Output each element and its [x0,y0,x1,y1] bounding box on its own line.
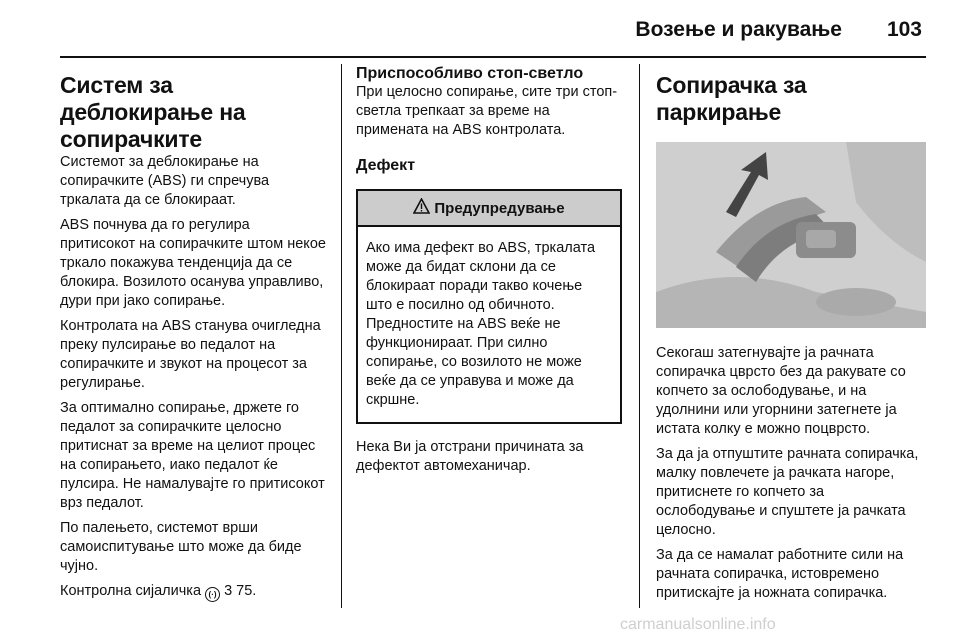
section-heading-brake-light: Приспособливо стоп-светло [356,65,584,82]
warning-title: Предупредување [434,199,565,217]
chapter-title: Возење и ракување [635,18,842,41]
warning-body [358,227,620,422]
column-brake-light [356,64,624,482]
paragraph: Системот за деблокирање на сопирачките (ABS) ги спречува тркалата да се блокираат. [60,154,270,208]
column-parking-brake [656,64,926,609]
paragraph: За да ја отпуштите рачната сопирачка, малку повлечете ја рачката нагоре, притиснете го копчето за ослободување и спуштете ја рачката целосно. [656,446,919,538]
paragraph: Нека Ви ја отстрани причината за дефектот автомеханичар. [356,439,584,474]
page-header [0,0,960,56]
warning-text: Ако има дефект во ABS, тркалата може да бидат склони да се блокираат поради такво кочење што е посилно од обичното. Предностите на ABS веќе не функционираат. При силно сопирање, со возилото не може веќе да се управува и може да скршне. [366,240,596,408]
warning-header [358,191,620,227]
paragraph: Контролата на ABS станува очигледна преку пулсирање во педалот на сопирачките и звукот на процесот за регулирање. [60,318,321,391]
column-divider [639,64,640,608]
section-heading-abs: Систем за деблокирање на сопирачките [60,72,246,152]
paragraph: При целосно сопирање, сите три стоп-светла трепкаат за време на примената на ABS контролата. [356,84,618,138]
control-light-label: Контролна сијаличка [60,583,202,599]
column-divider [341,64,342,608]
section-heading-defect: Дефект [356,157,416,174]
parking-brake-lever-illustration [656,142,926,328]
paragraph: По палењето, системот врши самоиспитување што може да биде чујно. [60,520,302,574]
header-divider [60,56,926,58]
column-abs [60,64,326,608]
watermark: carmanualsonline.info [620,616,776,633]
abs-warning-light-icon: (·) [205,587,220,602]
paragraph: За оптимално сопирање, држете го педалот за сопирачките целосно притиснат за време на целиот процес на сопирањето, иако педалот ќе пулсира. Не намалувајте го притисокот врз педалот. [60,400,325,511]
page-number: 103 [886,18,922,41]
paragraph: За да се намалат работните сили на рачната сопирачка, истовремено притискајте ја ножната сопирачка. [656,547,904,601]
warning-box [356,189,622,424]
warning-triangle-icon [413,198,430,218]
paragraph: ABS почнува да го регулира притисокот на сопирачките штом некое тркало покажува тенденција да се блокира. Возилото осанува управливо, дури при јако сопирање. [60,217,326,309]
control-light-reference [60,582,326,602]
page-reference: 3 75. [224,583,257,599]
section-heading-parking-brake: Сопирачка за паркирање [656,72,807,125]
paragraph: Секогаш затегнувајте ја рачната сопирачка цврсто без да ракувате со копчето за ослободување, и на удолнини или угорнини затегнете ја истата колку е можно поцврсто. [656,345,906,437]
